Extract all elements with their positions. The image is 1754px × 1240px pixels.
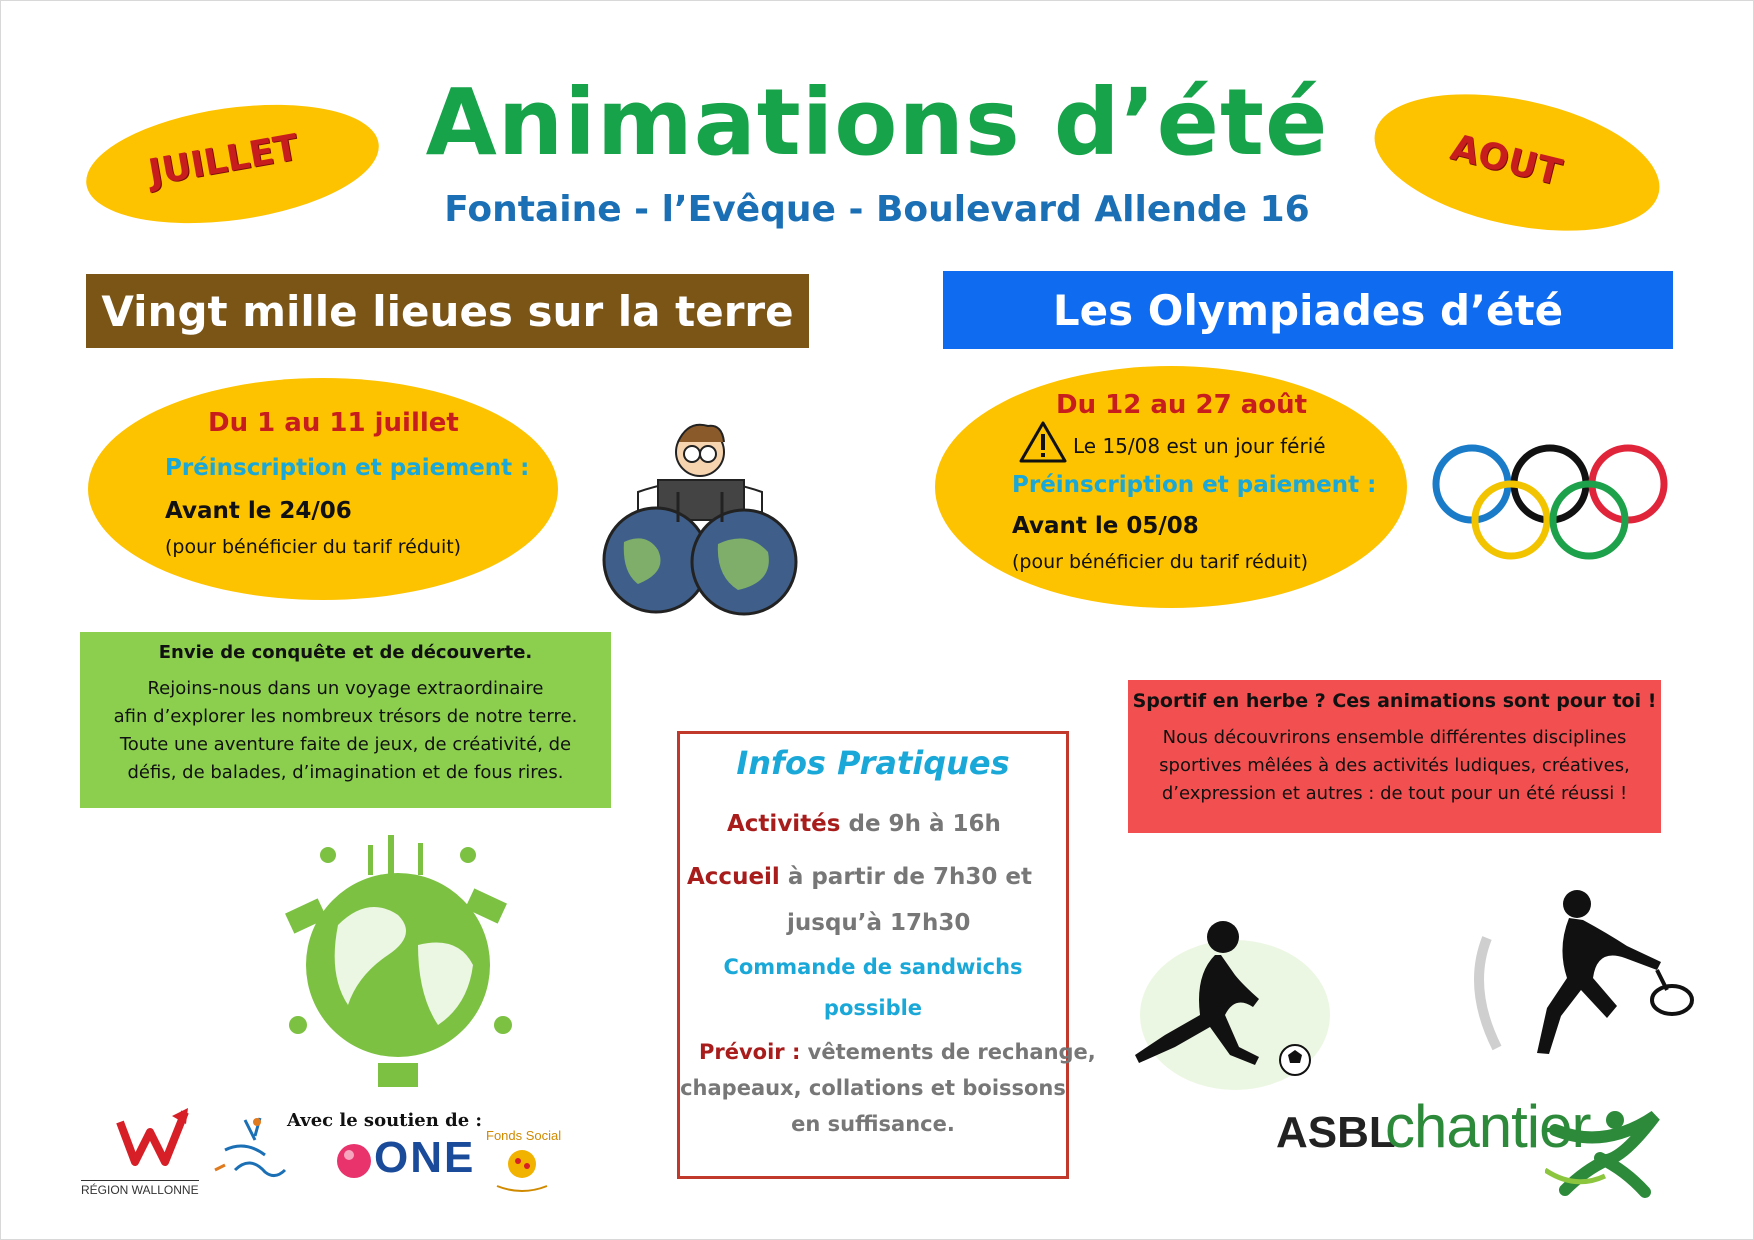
month-july: JUILLET <box>145 127 302 194</box>
activities-label: Activités <box>727 811 841 837</box>
july-box-line: Rejoins-nous dans un voyage extraordinaire <box>147 678 544 699</box>
chantier-figure-logo <box>1545 1110 1665 1200</box>
support-text: Avec le soutien de : <box>287 1110 483 1131</box>
info-sandwich-2: possible <box>823 996 923 1020</box>
august-holiday: Le 15/08 est un jour férié <box>1073 434 1326 458</box>
fonds-social-label: Fonds Social <box>486 1128 562 1143</box>
welcome-value: à partir de 7h30 et <box>779 864 1032 890</box>
july-banner: Vingt mille lieues sur la terre <box>86 274 809 348</box>
page-title: Animations d’été <box>425 69 1329 176</box>
one-label: ONE <box>374 1133 476 1182</box>
warning-icon <box>1018 420 1068 464</box>
chantier-label: chantier <box>1385 1093 1591 1160</box>
july-box-line: Toute une aventure faite de jeux, de créativité, de <box>119 734 572 755</box>
info-welcome <box>687 864 1032 890</box>
asbl-label: ASBL <box>1276 1108 1396 1157</box>
july-dates: Du 1 au 11 juillet <box>208 408 459 438</box>
region-wallonne-label: RÉGION WALLONNE <box>81 1180 199 1197</box>
binoculars-illustration <box>598 412 800 624</box>
info-title: Infos Pratiques <box>736 744 1010 782</box>
activities-value: de 9h à 16h <box>840 811 1001 837</box>
july-description-box <box>80 632 611 808</box>
green-earth-illustration <box>268 825 528 1095</box>
july-deadline: Avant le 24/06 <box>165 498 352 524</box>
august-prereg: Préinscription et paiement : <box>1012 472 1377 498</box>
page-subtitle: Fontaine - l’Evêque - Boulevard Allende 16 <box>444 189 1310 230</box>
tennis-player-illustration <box>1457 878 1697 1066</box>
august-box-title: Sportif en herbe ? Ces animations sont pour toi ! <box>1132 690 1657 712</box>
july-box-title: Envie de conquête et de découverte. <box>158 642 533 663</box>
fonds-social-logo <box>492 1144 552 1194</box>
info-welcome-end: jusqu’à 17h30 <box>787 910 971 936</box>
info-bring-3: en suffisance. <box>791 1112 955 1136</box>
info-sandwich: Commande de sandwichs <box>723 955 1023 979</box>
one-logo <box>336 1143 372 1179</box>
month-august: AOUT <box>1446 127 1566 194</box>
august-note: (pour bénéficier du tarif réduit) <box>1012 551 1309 573</box>
info-bring-2: chapeaux, collations et boissons <box>680 1076 1066 1100</box>
august-box-line: Nous découvrirons ensemble différentes disciplines <box>1162 727 1627 748</box>
august-dates: Du 12 au 27 août <box>1056 390 1308 420</box>
july-prereg: Préinscription et paiement : <box>165 455 530 481</box>
soccer-player-illustration <box>1125 915 1340 1100</box>
info-bring <box>699 1040 1096 1064</box>
august-banner: Les Olympiades d’été <box>943 271 1673 349</box>
august-description-box <box>1128 680 1661 833</box>
region-wallonne-logo <box>110 1102 200 1172</box>
welcome-label: Accueil <box>687 864 780 890</box>
july-note: (pour bénéficier du tarif réduit) <box>165 536 462 558</box>
info-activities <box>727 811 1001 837</box>
olympic-rings-icon <box>1428 440 1672 560</box>
august-box-line: d’expression et autres : de tout pour un été réussi ! <box>1161 783 1628 804</box>
federation-logo <box>205 1110 295 1190</box>
july-box-line: afin d’explorer les nombreux trésors de notre terre. <box>113 706 578 727</box>
bring-label: Prévoir : <box>699 1040 801 1064</box>
august-box-line: sportives mêlées à des activités ludiques, créatives, <box>1159 755 1630 776</box>
bring-value: vêtements de rechange, <box>800 1040 1096 1064</box>
august-deadline: Avant le 05/08 <box>1012 513 1199 539</box>
july-box-line: défis, de balades, d’imagination et de fous rires. <box>127 762 564 783</box>
